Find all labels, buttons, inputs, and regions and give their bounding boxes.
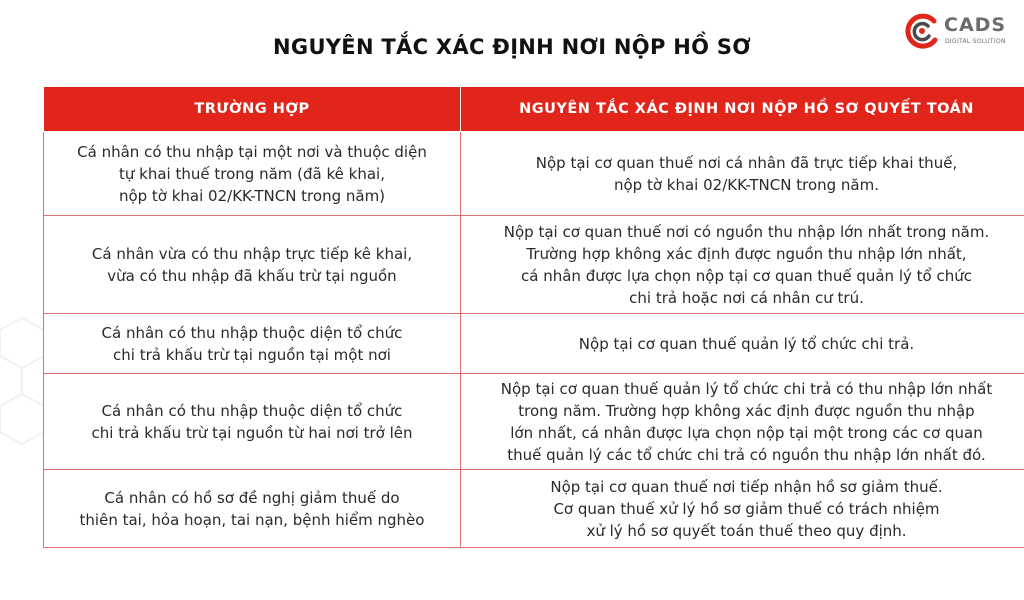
table-row xyxy=(44,132,1024,216)
case-text-line: Cá nhân có thu nhập thuộc diện tổ chức xyxy=(101,323,403,342)
rule-text-line: Trường hợp không xác định được nguồn thu nhập lớn nhất, xyxy=(526,244,967,263)
column-header-rule: NGUYÊN TẮC XÁC ĐỊNH NƠI NỘP HỒ SƠ QUYẾT TOÁN xyxy=(461,87,1024,132)
case-text-line: nộp tờ khai 02/KK-TNCN trong năm) xyxy=(118,186,386,205)
rule-text-line: nộp tờ khai 02/KK-TNCN trong năm. xyxy=(613,175,879,194)
rule-text-line: Nộp tại cơ quan thuế quản lý tổ chức chi trả có thu nhập lớn nhất xyxy=(500,379,993,398)
case-cell xyxy=(44,216,461,314)
case-cell xyxy=(44,132,461,216)
filing-rules-table xyxy=(43,86,1024,548)
rule-text-line: trong năm. Trường hợp không xác định được nguồn thu nhập xyxy=(518,401,975,420)
rule-text-line: thuế quản lý các tổ chức chi trả có nguồn thu nhập lớn nhất đó. xyxy=(507,445,986,464)
rule-text-line: lớn nhất, cá nhân được lựa chọn nộp tại một trong các cơ quan xyxy=(510,423,983,442)
case-cell xyxy=(44,374,461,470)
brand-tagline: DIGITAL SOLUTION xyxy=(945,38,1006,45)
rule-text-line: cá nhân được lựa chọn nộp tại cơ quan thuế quản lý tổ chức xyxy=(521,266,972,285)
rule-text-line: Nộp tại cơ quan thuế nơi tiếp nhận hồ sơ giảm thuế. xyxy=(550,477,943,496)
column-header-case: TRƯỜNG HỢP xyxy=(44,87,461,132)
rule-cell xyxy=(461,374,1024,470)
case-cell xyxy=(44,470,461,548)
page-title: NGUYÊN TẮC XÁC ĐỊNH NƠI NỘP HỒ SƠ xyxy=(273,35,751,59)
rule-text-line: chi trả hoặc nơi cá nhân cư trú. xyxy=(629,288,864,307)
rule-text-line: Cơ quan thuế xử lý hồ sơ giảm thuế có trách nhiệm xyxy=(553,499,940,518)
case-text-line: tự khai thuế trong năm (đã kê khai, xyxy=(119,164,385,183)
case-text-line: thiên tai, hỏa hoạn, tai nạn, bệnh hiểm nghèo xyxy=(79,510,425,529)
case-text-line: Cá nhân có hồ sơ đề nghị giảm thuế do xyxy=(104,488,400,507)
case-text-line: Cá nhân có thu nhập thuộc diện tổ chức xyxy=(101,401,403,420)
case-text-line: Cá nhân vừa có thu nhập trực tiếp kê khai, xyxy=(91,244,413,263)
rule-cell xyxy=(461,470,1024,548)
rule-cell xyxy=(461,314,1024,374)
table-row xyxy=(44,374,1024,470)
brand-name: CADS xyxy=(944,14,1007,36)
rule-text-line: xử lý hồ sơ quyết toán thuế theo quy định. xyxy=(586,521,907,540)
table-row xyxy=(44,314,1024,374)
table-header-row xyxy=(44,87,1024,132)
table-row xyxy=(44,470,1024,548)
rule-text-line: Nộp tại cơ quan thuế quản lý tổ chức chi trả. xyxy=(578,334,915,353)
table-row xyxy=(44,216,1024,314)
rule-cell xyxy=(461,132,1024,216)
rule-text-line: Nộp tại cơ quan thuế nơi cá nhân đã trực tiếp khai thuế, xyxy=(535,153,958,172)
case-cell xyxy=(44,314,461,374)
rule-cell xyxy=(461,216,1024,314)
rule-text-line: Nộp tại cơ quan thuế nơi có nguồn thu nhập lớn nhất trong năm. xyxy=(503,222,990,241)
case-text-line: Cá nhân có thu nhập tại một nơi và thuộc diện xyxy=(77,142,427,161)
case-text-line: chi trả khấu trừ tại nguồn tại một nơi xyxy=(113,345,391,364)
case-text-line: chi trả khấu trừ tại nguồn từ hai nơi trở lên xyxy=(91,423,413,442)
case-text-line: vừa có thu nhập đã khấu trừ tại nguồn xyxy=(107,266,397,285)
